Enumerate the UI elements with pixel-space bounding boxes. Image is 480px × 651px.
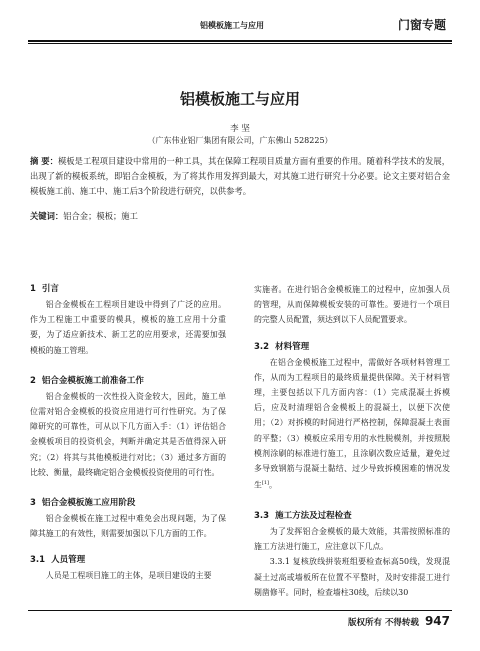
paragraph: 在铝合金模板施工过程中，需做好各项材料管理工作，从而为工程项目的最终质量提供保障。关于材料管理，主要包括以下几方面内容：（1）完成混凝土拆模后，应及时清理铝合金模板上的混凝土，以便下次使用；（2）对拆模的时间进行严格控制，保障混凝土表面的平整；（3）模板应采用专用的水性脱模剂，并按照脱模剂涂刷的标准进行施工，且涂刷次数应适量，避免过多导致钢筋与混凝土黏结、过少导致拆模困难的情况发生[1]。 xyxy=(254,357,450,490)
left-column xyxy=(30,282,226,584)
article-title: 铝模板施工与应用 xyxy=(179,90,300,108)
subsection-heading: 3.3 施工方法及过程检查 xyxy=(254,511,352,522)
paragraph: 铝合金模板的一次性投入资金较大，因此，施工单位需对铝合金模板的投资应用进行可行性研究。为了保障研究的可靠性，可从以下几方面入手：（1）评估铝合金模板项目的投资机会，判断并确定其是否值得深入研究；（2）将其与其他模板进行对比；（3）通过多方面的比较、衡量，最终确定铝合金模板投资使用的可行性。 xyxy=(30,391,226,477)
paragraph: 铝合金模板在工程项目建设中得到了广泛的应用。作为工程施工中重要的模具，模板的施工应用十分重要，为了适应新技术、新工艺的应用要求，还需要加强模板的施工管理。 xyxy=(30,300,226,355)
section-label: 门窗专题 xyxy=(397,18,446,32)
paragraph: 3.3.1 复核放线拼装班组要检查标高50线，发现混凝土过高或墙板所在位置不平整时，及时安排混工进行剔凿修平。同时，检查墙柱30线，后续以30 xyxy=(254,557,450,597)
header-rule xyxy=(28,40,452,44)
section-heading: 2 铝合金模板施工前准备工作 xyxy=(30,375,144,386)
citation: [1] xyxy=(261,480,269,487)
keywords-label: 关键词： xyxy=(30,211,64,221)
abstract-label: 摘 要： xyxy=(30,156,58,166)
subsection-heading: 3.1 人员管理 xyxy=(30,555,86,566)
section-heading: 1 引言 xyxy=(30,284,59,294)
abstract-text: 模板是工程项目建设中常用的一种工具，其在保障工程项目质量方面有重要的作用。随着科学技术的发展，出现了新的模板系统，即铝合金模板，为了将其作用发挥到最大，对其施工进行研究十分必要。论文主要对铝合金模板施工前、施工中、施工后3个阶段进行研究，以供参考。 xyxy=(30,156,450,196)
affiliation: （广东伟业铝厂集团有限公司，广东佛山 528225） xyxy=(147,136,333,145)
page-footer xyxy=(348,614,450,628)
paragraph: 为了发挥铝合金模板的最大效能，其需按照标准的施工方法进行施工，应注意以下几点。 xyxy=(254,527,450,552)
paragraph: 实施者。在进行铝合金模板施工的过程中，应加强人员的管理，从而保障模板安装的可靠性。要进行一个项目的完整人员配置，须达到以下人员配置要求。 xyxy=(254,285,450,325)
abstract xyxy=(30,154,450,199)
page-header xyxy=(0,16,480,52)
section-heading: 3 铝合金模板施工应用阶段 xyxy=(30,498,136,509)
page-number: 947 xyxy=(424,614,450,628)
keywords-text: 铝合金；模板；施工 xyxy=(63,211,138,221)
footer-rule xyxy=(28,610,452,611)
copyright-notice: 版权所有 不得转载 xyxy=(347,618,419,628)
author: 李 坚 xyxy=(230,124,250,134)
right-column xyxy=(254,282,450,600)
subsection-heading: 3.2 材料管理 xyxy=(254,341,310,352)
paragraph: 铝合金模板在施工过程中难免会出现问题，为了保障其施工的有效性，则需要加强以下几方面的工作。 xyxy=(30,514,226,539)
running-title: 铝模板施工与应用 xyxy=(200,20,264,30)
paragraph: 人员是工程项目施工的主体，是项目建设的主要 xyxy=(45,571,212,581)
keywords xyxy=(30,209,450,224)
